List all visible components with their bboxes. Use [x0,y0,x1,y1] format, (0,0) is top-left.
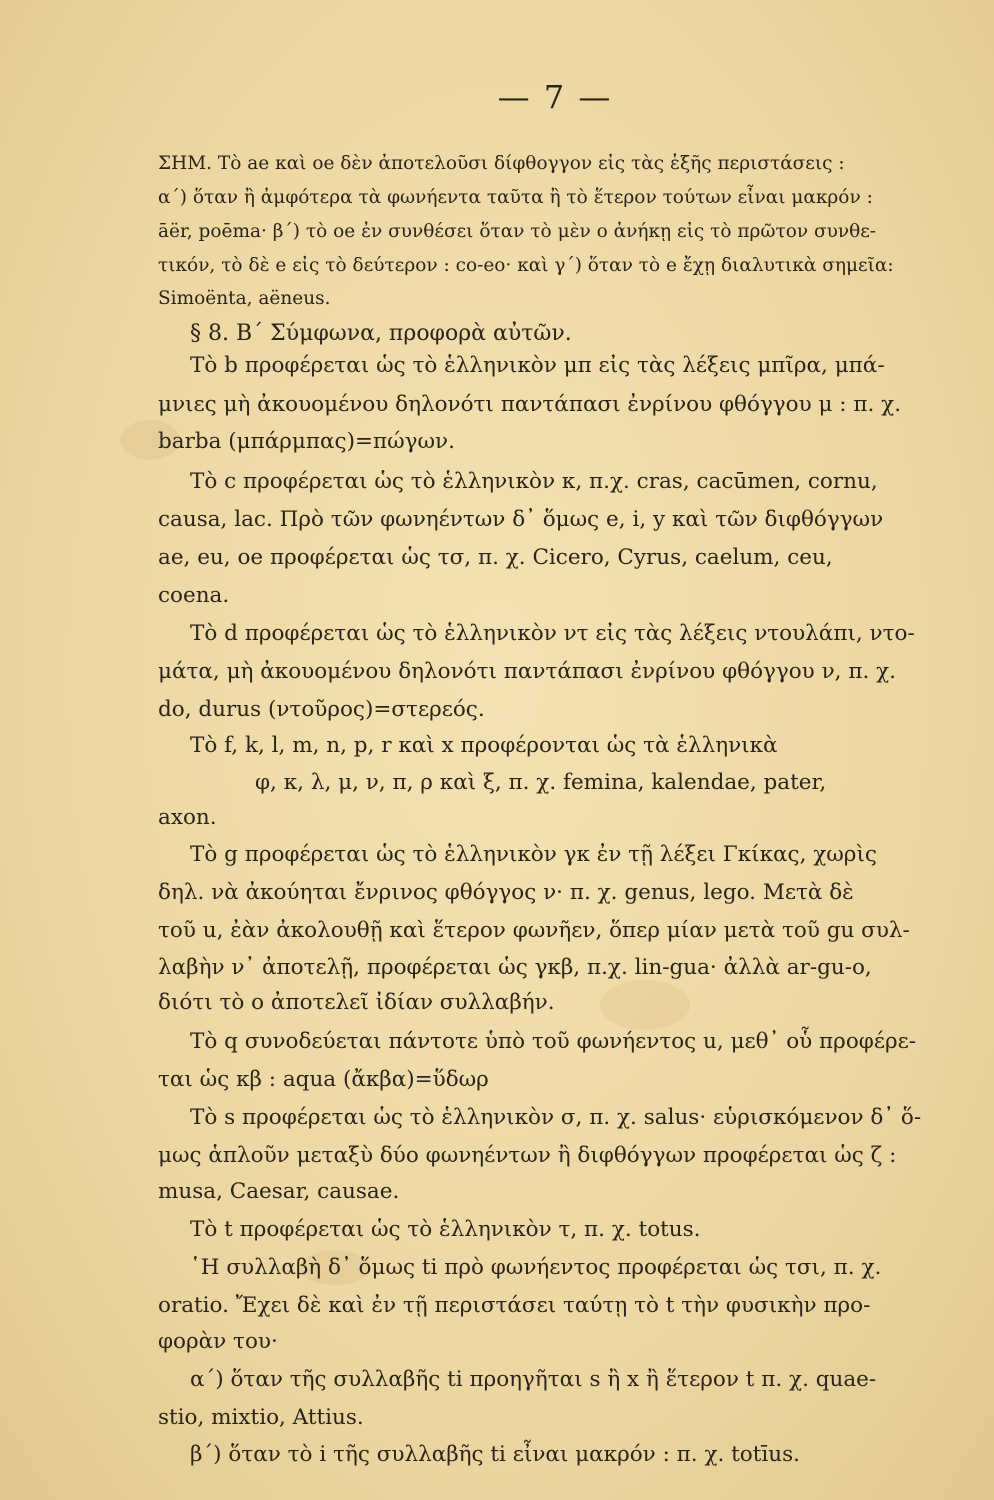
text-line: δηλ. νὰ ἀκούηται ἔνρινος φθόγγος ν· π. χ. genus, lego. Μετὰ δὲ [158,880,854,905]
note-line: τικόν, τὸ δὲ e εἰς τὸ δεύτερον : co-eo· καὶ γ΄) ὅταν τὸ e ἔχῃ διαλυτικὰ σημεῖα: [158,255,894,276]
section-heading: § 8. Β΄ Σύμφωνα, προφορὰ αὐτῶν. [190,321,572,346]
text-line: Τὸ g προφέρεται ὡς τὸ ἑλληνικὸν γκ ἐν τῇ λέξει Γκίκας, χωρὶς [190,842,877,867]
text-line: α΄) ὅταν τῆς συλλαβῆς ti προηγῆται s ἢ x ἢ ἕτερον t π. χ. quae- [190,1367,877,1392]
note-line: α΄) ὅταν ἢ ἀμφότερα τὰ φωνήεντα ταῦτα ἢ τὸ ἕτερον τούτων εἶναι μακρόν : [158,187,873,208]
text-line: Τὸ s προφέρεται ὡς τὸ ἑλληνικὸν σ, π. χ. salus· εὑρισκόμενον δ᾽ ὅ- [190,1105,922,1130]
text-line: β΄) ὅταν τὸ i τῆς συλλαβῆς ti εἶναι μακρόν : π. χ. totīus. [190,1442,800,1467]
text-line: ae, eu, oe προφέρεται ὡς τσ, π. χ. Cicero, Cyrus, caelum, ceu, [158,545,833,570]
text-line: μως ἁπλοῦν μεταξὺ δύο φωνηέντων ἢ διφθόγγων προφέρεται ὡς ζ : [158,1143,897,1168]
text-line: ται ὡς κβ : aqua (ἄκβα)=ὕδωρ [158,1067,489,1092]
text-line: διότι τὸ o ἀποτελεῖ ἰδίαν συλλαβήν. [158,990,555,1015]
text-line: Τὸ t προφέρεται ὡς τὸ ἑλληνικὸν τ, π. χ. totus. [190,1217,701,1242]
text-line: Τὸ c προφέρεται ὡς τὸ ἑλληνικὸν κ, π.χ. cras, cacūmen, cornu, [190,469,878,494]
text-line: τοῦ u, ἐὰν ἀκολουθῇ καὶ ἕτερον φωνῆεν, ὅπερ μίαν μετὰ τοῦ gu συλ- [158,918,910,943]
text-line: Τὸ q συνοδεύεται πάντοτε ὑπὸ τοῦ φωνήεντος u, μεθ᾽ οὗ προφέρε- [190,1029,917,1054]
page-number: — 7 — [497,78,613,116]
text-line: ῾Η συλλαβὴ δ᾽ ὅμως ti πρὸ φωνήεντος προφέρεται ὡς τσι, π. χ. [190,1255,882,1280]
text-line: Τὸ b προφέρεται ὡς τὸ ἑλληνικὸν μπ εἰς τὰς λέξεις μπῖρα, μπά- [190,353,885,378]
note-line: ΣΗΜ. Τὸ ae καὶ oe δὲν ἀποτελοῦσι δίφθογγον εἰς τὰς ἑξῆς περιστάσεις : [158,153,845,174]
note-line: Simoënta, aëneus. [158,288,331,309]
text-line: stio, mixtio, Attius. [158,1405,364,1430]
text-line: φορὰν του· [158,1329,278,1354]
text-line: Τὸ d προφέρεται ὡς τὸ ἑλληνικὸν ντ εἰς τὰς λέξεις ντουλάπι, ντο- [190,621,915,646]
text-line: φ, κ, λ, μ, ν, π, ρ καὶ ξ, π. χ. femina, kalendae, pater, [255,770,827,795]
text-line: axon. [158,805,217,830]
text-line: barba (μπάρμπας)=πώγων. [158,429,455,454]
text-line: λαβὴν ν᾽ ἀποτελῇ, προφέρεται ὡς γκβ, π.χ. lin-gua· ἀλλὰ ar-gu-o, [158,955,872,980]
text-line: do, durus (ντοῦρος)=στερεός. [158,697,485,722]
text-line: musa, Caesar, causae. [158,1179,400,1204]
note-line: āër, poēma· β΄) τὸ oe ἐν συνθέσει ὅταν τὸ μὲν o ἀνήκῃ εἰς τὸ πρῶτον συνθε- [158,221,877,242]
text-line: μνιες μὴ ἀκουομένου δηλονότι παντάπασι ἐνρίνου φθόγγου μ : π. χ. [158,392,902,417]
text-line: μάτα, μὴ ἀκουομένου δηλονότι παντάπασι ἐνρίνου φθόγγου ν, π. χ. [158,659,896,684]
text-line: oratio. Ἔχει δὲ καὶ ἐν τῇ περιστάσει ταύτῃ τὸ t τὴν φυσικὴν προ- [158,1293,871,1318]
text-line: Τὸ f, k, l, m, n, p, r καὶ x προφέρονται ὡς τὰ ἑλληνικὰ [190,733,778,758]
text-line: coena. [158,583,230,608]
text-line: causa, lac. Πρὸ τῶν φωνηέντων δ᾽ ὅμως e, i, y καὶ τῶν διφθόγγων [158,507,884,532]
